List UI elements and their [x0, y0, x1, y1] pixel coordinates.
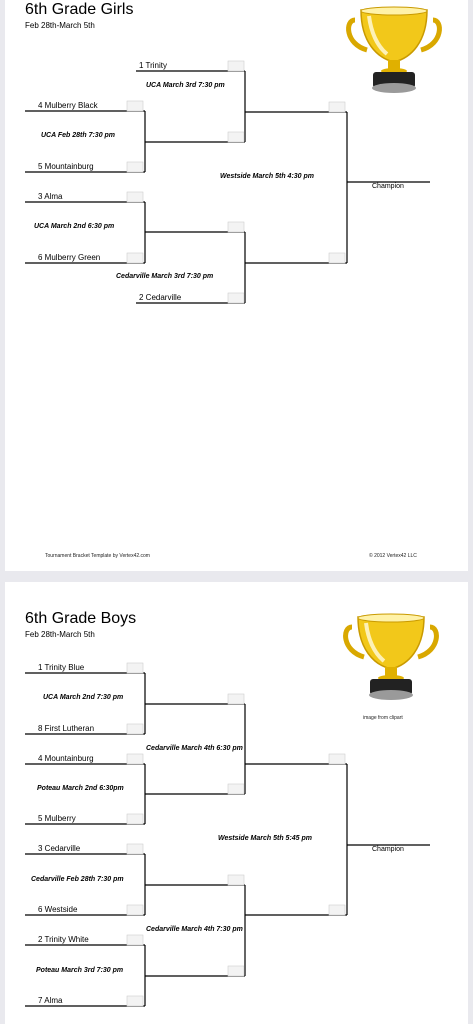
- game-label: Cedarville March 3rd 7:30 pm: [116, 273, 214, 280]
- girls-bracket-page: [5, 0, 468, 571]
- team-first-lutheran: 8 First Lutheran: [38, 724, 95, 733]
- team-trinity: 1 Trinity: [139, 61, 168, 70]
- team-trinity-blue: 1 Trinity Blue: [38, 663, 85, 672]
- team-alma: 3 Alma: [38, 192, 63, 201]
- team-alma: 7 Alma: [38, 996, 63, 1005]
- game-label: UCA Feb 28th 7:30 pm: [41, 132, 116, 139]
- page-title: 6th Grade Girls: [25, 1, 134, 18]
- bracket-lines: [5, 582, 468, 1024]
- page-subtitle: Feb 28th-March 5th: [25, 630, 95, 639]
- game-label: Westside March 5th 4:30 pm: [220, 173, 315, 180]
- page-subtitle: Feb 28th-March 5th: [25, 21, 95, 30]
- footer-copyright: © 2012 Vertex42 LLC: [369, 553, 417, 559]
- game-label: Poteau March 3rd 7:30 pm: [36, 967, 124, 974]
- footer-credit: Tournament Bracket Template by Vertex42.com: [45, 553, 150, 559]
- team-cedarville: 2 Cedarville: [139, 293, 182, 302]
- team-mulberry-black: 4 Mulberry Black: [38, 101, 98, 110]
- team-westside: 6 Westside: [38, 905, 78, 914]
- team-cedarville: 3 Cedarville: [38, 844, 81, 853]
- game-label: Cedarville March 4th 6:30 pm: [146, 745, 243, 752]
- team-mulberry: 5 Mulberry: [38, 814, 76, 823]
- game-label: Cedarville Feb 28th 7:30 pm: [31, 876, 124, 883]
- game-label: Poteau March 2nd 6:30pm: [37, 785, 124, 792]
- game-label: Westside March 5th 5:45 pm: [218, 835, 313, 842]
- game-label: UCA March 3rd 7:30 pm: [146, 82, 225, 89]
- page-title: 6th Grade Boys: [25, 610, 137, 627]
- team-mountainburg: 4 Mountainburg: [38, 754, 94, 763]
- boys-bracket-page: [5, 582, 468, 1024]
- team-mulberry-green: 6 Mulberry Green: [38, 253, 101, 262]
- bracket-lines: [5, 0, 468, 571]
- game-label: UCA March 2nd 7:30 pm: [43, 694, 124, 701]
- team-mountainburg: 5 Mountainburg: [38, 162, 94, 171]
- champion-label: Champion: [372, 183, 404, 190]
- team-trinity-white: 2 Trinity White: [38, 935, 89, 944]
- game-label: UCA March 2nd 6:30 pm: [34, 223, 115, 230]
- champion-label: Champion: [372, 846, 404, 853]
- image-credit: image from clipart: [363, 715, 403, 721]
- game-label: Cedarville March 4th 7:30 pm: [146, 926, 243, 933]
